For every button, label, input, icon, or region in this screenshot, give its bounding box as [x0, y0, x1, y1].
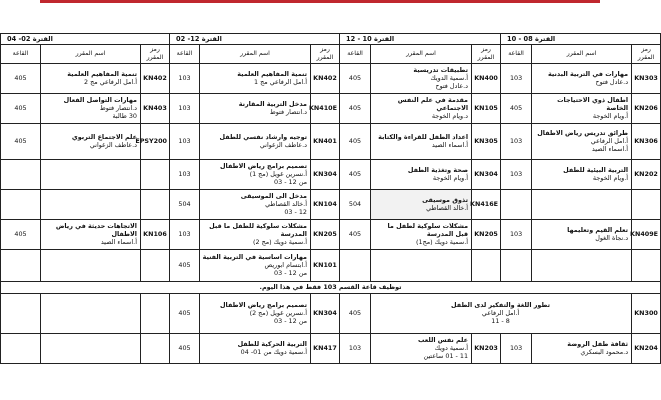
course-code: KN203 — [472, 333, 501, 363]
room-number: 103 — [340, 333, 371, 363]
code-header: رمز المقرر — [632, 45, 661, 64]
course-code: KN409E — [632, 219, 661, 249]
empty-cell — [41, 249, 141, 281]
code-header: رمز المقرر — [311, 45, 340, 64]
empty-cell — [532, 189, 632, 219]
course-name: مهارات في التربية البدنية د.عادل فتوح — [532, 63, 632, 93]
course-name: تعلم القيم وتعليمها د.نجاة الغول — [532, 219, 632, 249]
room-number: 405 — [1, 93, 41, 123]
room-number: 405 — [340, 159, 371, 189]
course-code: KN104 — [311, 189, 340, 219]
room-number: 504 — [340, 189, 371, 219]
room-number: 103 — [170, 219, 200, 249]
table-row — [1, 63, 661, 93]
table-row — [1, 333, 661, 363]
room-number: 405 — [170, 249, 200, 281]
name-header: اسم المقرر — [532, 45, 632, 64]
course-code: KN305 — [472, 123, 501, 159]
empty-cell — [141, 159, 170, 189]
empty-cell — [472, 249, 501, 281]
room-header: القاعة — [170, 45, 200, 64]
code-header: رمز المقرر — [472, 45, 501, 64]
room-number: 103 — [501, 123, 532, 159]
empty-cell — [371, 249, 472, 281]
course-name: مقدمة في علم النفس الاجتماعي د.ويام الخوجة — [371, 93, 472, 123]
course-name: تطبيقات تدريسية أ.سمية الدويك د.عادل فتوح — [371, 63, 472, 93]
course-name: توجيه وارشاد نفسي للطفل د.عاطف الزغواني — [200, 123, 311, 159]
period-header-row — [1, 34, 661, 45]
room-number: 405 — [1, 123, 41, 159]
course-code: KN101 — [311, 249, 340, 281]
empty-cell — [1, 293, 41, 333]
empty-cell — [141, 189, 170, 219]
room-number: 405 — [170, 333, 200, 363]
course-code: KN105 — [472, 93, 501, 123]
course-code: KN205 — [472, 219, 501, 249]
table-row — [1, 189, 661, 219]
course-code: KN206 — [632, 93, 661, 123]
course-name: تصميم برامج رياض الاطفال أ.نسرين غويل (مج 2) من 12 - 03 — [200, 293, 311, 333]
room-number: 405 — [1, 63, 41, 93]
course-name: مدخل التربية المقارنة د.انتصار فتوط — [200, 93, 311, 123]
name-header: اسم المقرر — [371, 45, 472, 64]
room-number: 103 — [501, 219, 532, 249]
empty-cell — [1, 249, 41, 281]
empty-cell — [501, 249, 532, 281]
course-name: تذوق موسيقى أ.خالد القصاطي — [371, 189, 472, 219]
course-code: KN304 — [311, 159, 340, 189]
course-name: تصميم برامج رياض الاطفال أ.نسرين غويل (مج 1) من 12 - 03 — [200, 159, 311, 189]
course-code: KN417 — [311, 333, 340, 363]
top-accent-line — [40, 0, 600, 3]
room-number: 103 — [170, 93, 200, 123]
room-number: 103 — [501, 63, 532, 93]
room-number: 103 — [170, 63, 200, 93]
room-number: 405 — [340, 219, 371, 249]
name-header: اسم المقرر — [41, 45, 141, 64]
course-name: التربية الحركية للطفل أ.سمية دويك من 01- 04 — [200, 333, 311, 363]
course-name: مشكلات سلوكية للطفل ما قبل المدرسة أ.سمية دويك (مج 2) — [200, 219, 311, 249]
room-header: القاعة — [501, 45, 532, 64]
table-row — [1, 159, 661, 189]
course-code: KN403 — [141, 93, 170, 123]
empty-cell — [141, 249, 170, 281]
schedule-table — [0, 33, 661, 364]
course-code: KN106 — [141, 219, 170, 249]
course-code: KN205 — [311, 219, 340, 249]
empty-cell — [1, 189, 41, 219]
course-code: KN410E — [311, 93, 340, 123]
course-name: ثقافة طفل الروضة د.محمود البسكري — [532, 333, 632, 363]
room-header: القاعة — [340, 45, 371, 64]
day-note-row — [1, 281, 661, 293]
room-number: 504 — [170, 189, 200, 219]
course-code: KN303 — [632, 63, 661, 93]
room-number: 405 — [340, 123, 371, 159]
course-code: KN304 — [472, 159, 501, 189]
course-code: KN401 — [311, 123, 340, 159]
course-name: مهارات التواصل الفعال د.انتصار فتوط 30 طالبة — [41, 93, 141, 123]
room-number: 103 — [170, 123, 200, 159]
course-name: مهارات اساسية في التربية الفنية أ.ابتسام ابوريص من 12 - 03 — [200, 249, 311, 281]
course-name: التربية البيئية للطفل أ.ويام الخوجة — [532, 159, 632, 189]
empty-cell — [41, 189, 141, 219]
course-code: KN304 — [311, 293, 340, 333]
room-number: 103 — [501, 159, 532, 189]
empty-cell — [141, 333, 170, 363]
course-code: KN402 — [141, 63, 170, 93]
course-code: KN400 — [472, 63, 501, 93]
empty-cell — [1, 333, 41, 363]
table-row — [1, 293, 661, 333]
empty-cell — [340, 249, 371, 281]
empty-cell — [41, 293, 141, 333]
course-code: KN402 — [311, 63, 340, 93]
empty-cell — [532, 249, 632, 281]
room-number: 405 — [340, 293, 371, 333]
table-row — [1, 93, 661, 123]
schedule-sheet — [0, 33, 659, 364]
course-code: KN300 — [632, 293, 661, 333]
course-name: صحة وتغذية الطفل أ.ويام الخوجة — [371, 159, 472, 189]
room-number: 405 — [1, 219, 41, 249]
empty-cell — [632, 189, 661, 219]
room-number: 103 — [170, 159, 200, 189]
empty-cell — [41, 333, 141, 363]
day-note: توظيف قاعة القسم 103 فقط في هذا اليوم. — [1, 281, 661, 293]
room-number: 103 — [501, 333, 532, 363]
room-number: 405 — [340, 93, 371, 123]
room-number: 405 — [170, 293, 200, 333]
course-code: EPSY200 — [141, 123, 170, 159]
column-header-row — [1, 45, 661, 64]
period-4-header: الفترة 02- 04 — [1, 34, 170, 45]
empty-cell — [501, 189, 532, 219]
course-name-merged: تطور اللغة والتفكير لدى الطفل أ.امل الرفاعي 8 - 11 — [371, 293, 632, 333]
course-name: تنمية المفاهيم العلمية أ.امل الرفاعي مج 1 — [200, 63, 311, 93]
course-name: مدخل الى الموسيقى أ.خالد القصاطي 12 - 03 — [200, 189, 311, 219]
course-name: الاتجاهات حديثة في رياض الاطفال أ.اسماء الصيد — [41, 219, 141, 249]
period-3-header: الفترة 12- 02 — [170, 34, 340, 45]
course-code: KN306 — [632, 123, 661, 159]
course-name: مشكلات سلوكية لطفل ما قبل المدرسة أ.سمية دويك (مج1) — [371, 219, 472, 249]
course-code: KN202 — [632, 159, 661, 189]
empty-cell — [632, 249, 661, 281]
table-row — [1, 123, 661, 159]
empty-cell — [1, 159, 41, 189]
course-name: علم الاجتماع التربوي د.عاطف الزغواني — [41, 123, 141, 159]
room-number: 405 — [340, 63, 371, 93]
room-number: 405 — [501, 93, 532, 123]
table-row — [1, 249, 661, 281]
course-name: اطفال ذوي الاحتياجات الخاصة أ.ويام الخوجة — [532, 93, 632, 123]
name-header: اسم المقرر — [200, 45, 311, 64]
empty-cell — [41, 159, 141, 189]
course-code: KN204 — [632, 333, 661, 363]
empty-cell — [141, 293, 170, 333]
period-1-header: الفترة 08 - 10 — [501, 34, 661, 45]
course-name: طرائق تدريس رياض الاطفال أ.امل الرفاعي أ.اسماء الصيد — [532, 123, 632, 159]
course-code: KN416E — [472, 189, 501, 219]
table-row — [1, 219, 661, 249]
code-header: رمز المقرر — [141, 45, 170, 64]
room-header: القاعة — [1, 45, 41, 64]
course-name: اعداد الطفل للقراءة والكتابة أ.اسماء الصيد — [371, 123, 472, 159]
course-name: تنمية المفاهيم العلمية أ.امل الرفاعي مج 2 — [41, 63, 141, 93]
course-name: علم نفس اللعب أ.سمية دويك 11 - 01 ساعتين — [371, 333, 472, 363]
period-2-header: الفترة 10 - 12 — [340, 34, 501, 45]
